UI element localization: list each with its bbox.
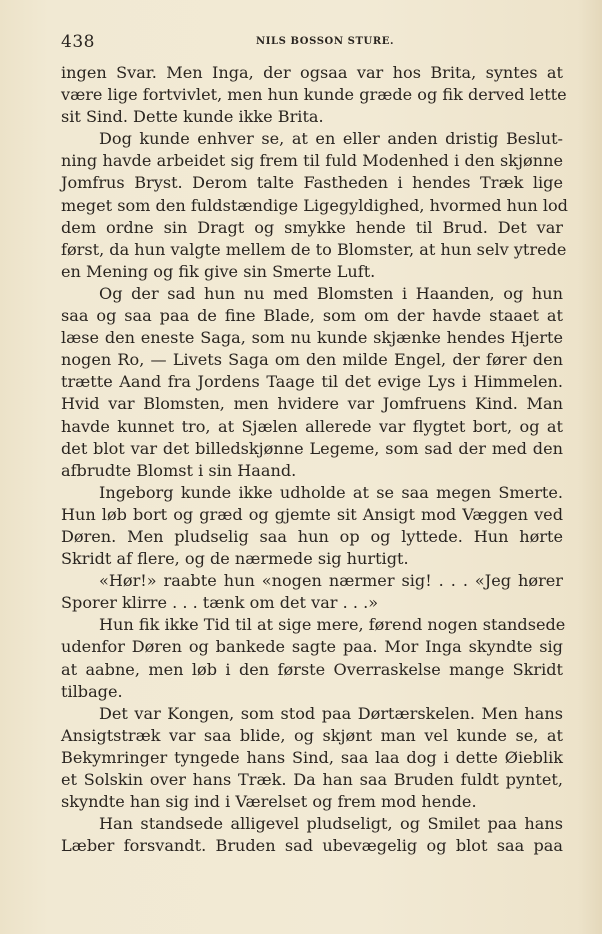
text-line: Hun fik ikke Tid til at sige mere, førend nogen standsede — [99, 615, 566, 635]
text-line: først, da hun valgte mellem de to Blomster, at hun selv ytrede — [61, 239, 567, 259]
text-line: Hvid var Blomsten, men hvidere var Jomfruens Kind. Man — [61, 394, 563, 414]
text-line: Ansigtstræk var saa blide, og skjønt man vel kunde se, at — [61, 725, 563, 745]
text-line: Skridt af flere, og de nærmede sig hurtigt. — [61, 549, 409, 569]
text-line: være lige fortvivlet, men hun kunde græde og fik derved lette — [61, 85, 567, 105]
text-line: ingen Svar. Men Inga, der ogsaa var hos Brita, syntes at — [61, 63, 563, 82]
page-header — [61, 30, 563, 58]
page-number: 438 — [61, 32, 95, 52]
text-line: en Mening og fik give sin Smerte Luft. — [61, 261, 376, 281]
text-line: Og der sad hun nu med Blomsten i Haanden, og hun — [99, 283, 563, 303]
text-line: tilbage. — [61, 681, 123, 701]
text-line: ning havde arbeidet sig frem til fuld Modenhed i den skjønne — [61, 151, 563, 171]
text-line: «Hør!» raabte hun «nogen nærmer sig! . . . «Jeg hører — [99, 571, 563, 591]
text-line: havde kunnet tro, at Sjælen allerede var flygtet bort, og at — [61, 416, 563, 436]
text-line: Jomfrus Bryst. Derom talte Fastheden i hendes Træk lige — [61, 173, 563, 193]
text-line: Ingeborg kunde ikke udholde at se saa megen Smerte. — [99, 482, 563, 502]
running-head: NILS BOSSON STURE. — [256, 36, 395, 47]
text-line: nogen Ro, — Livets Saga om den milde Engel, der fører den — [61, 350, 563, 370]
text-line: sit Sind. Dette kunde ikke Brita. — [61, 107, 324, 127]
text-line: Bekymringer tyngede hans Sind, saa laa dog i dette Øieblik — [61, 747, 563, 767]
text-line: at aabne, men løb i den første Overraskelse mange Skridt — [61, 659, 563, 679]
text-line: Dog kunde enhver se, at en eller anden dristig Beslut- — [99, 129, 563, 149]
text-line: dem ordne sin Dragt og smykke hende til Brud. Det var — [61, 217, 563, 237]
text-line: afbrudte Blomst i sin Haand. — [61, 460, 297, 480]
text-line: Døren. Men pludselig saa hun op og lyttede. Hun hørte — [61, 526, 563, 546]
text-line: Det var Kongen, som stod paa Dørtærskelen. Men hans — [99, 703, 563, 723]
body-text — [61, 62, 568, 857]
text-line: Han standsede alligevel pludseligt, og Smilet paa hans — [99, 814, 563, 834]
text-line: udenfor Døren og bankede sagte paa. Mor Inga skyndte sig — [61, 637, 563, 657]
text-line: skyndte han sig ind i Værelset og frem mod hende. — [61, 792, 477, 812]
text-line: et Solskin over hans Træk. Da han saa Bruden fuldt pyntet, — [61, 770, 563, 789]
text-line: meget som den fuldstændige Ligegyldighed, hvormed hun lod — [61, 195, 568, 215]
text-line: læse den eneste Saga, som nu kunde skjænke hendes Hjerte — [61, 328, 563, 348]
text-line: det blot var det billedskjønne Legeme, som sad der med den — [61, 438, 563, 458]
text-line: trætte Aand fra Jordens Taage til det evige Lys i Himmelen. — [61, 372, 563, 392]
text-line: Hun løb bort og græd og gjemte sit Ansigt mod Væggen ved — [61, 504, 563, 524]
text-line: Læber forsvandt. Bruden sad ubevægelig og blot saa paa — [61, 836, 563, 856]
text-line: saa og saa paa de fine Blade, som om der havde staaet at — [61, 306, 563, 326]
text-line: Sporer klirre . . . tænk om det var . . .» — [61, 593, 379, 613]
